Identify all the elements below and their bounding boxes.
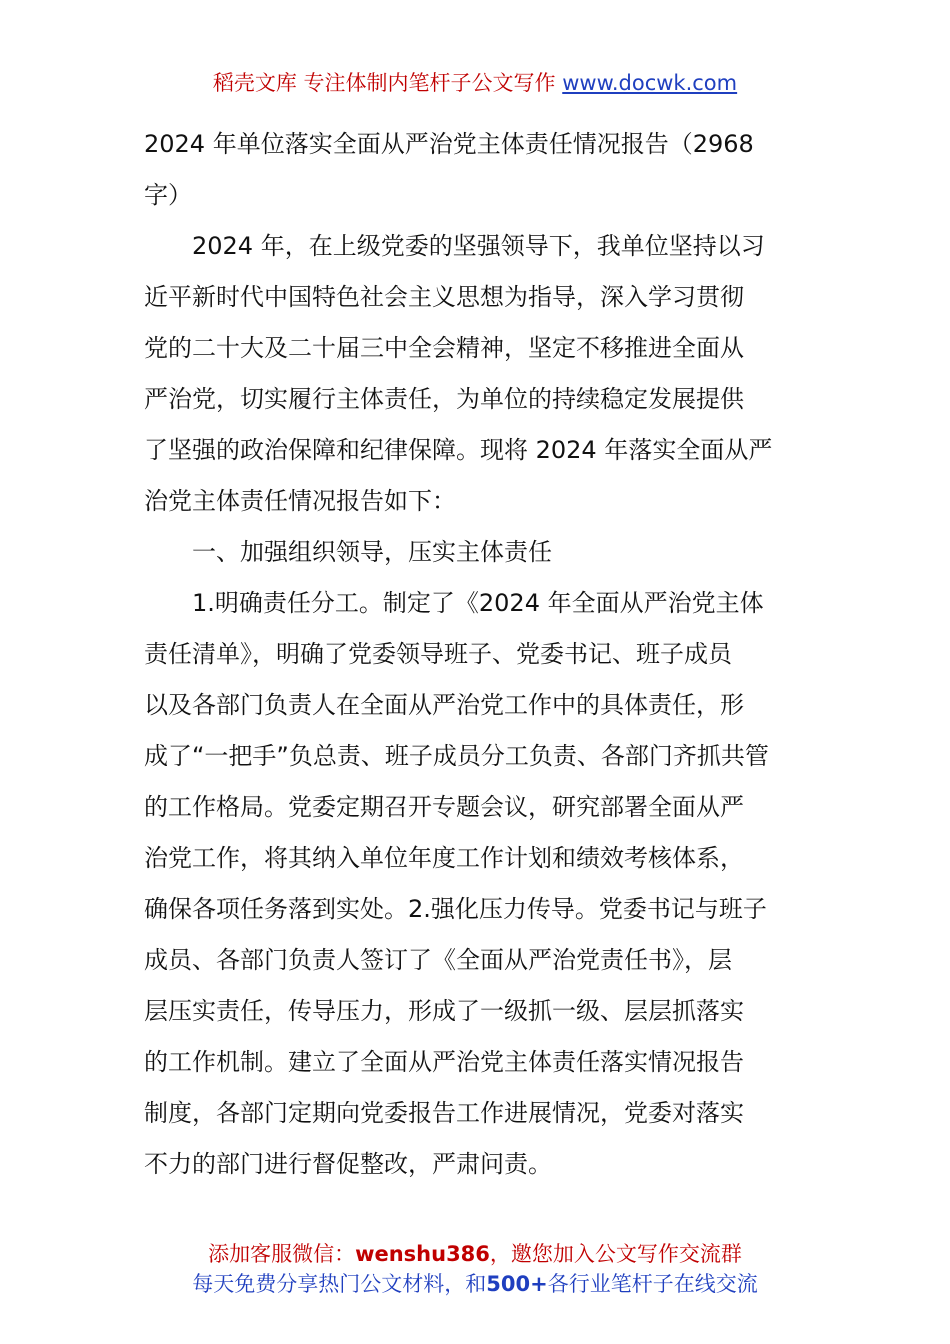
paragraph-line: 治党工作，将其纳入单位年度工作计划和绩效考核体系， bbox=[144, 844, 744, 872]
paragraph-line: 治党主体责任情况报告如下： bbox=[144, 487, 456, 515]
footer-contact-prefix: 添加客服微信： bbox=[208, 1242, 356, 1266]
paragraph-line: 以及各部门负责人在全面从严治党工作中的具体责任，形 bbox=[144, 691, 744, 719]
paragraph-line: 责任清单》，明确了党委领导班子、党委书记、班子成员 bbox=[144, 640, 732, 668]
paragraph-line: 的工作机制。建立了全面从严治党主体责任落实情况报告 bbox=[144, 1048, 744, 1076]
footer-promo-suffix: 各行业笔杆子在线交流 bbox=[547, 1272, 758, 1296]
section-heading: 一、加强组织领导，压实主体责任 bbox=[144, 538, 552, 566]
paragraph-line: 1.明确责任分工。制定了《2024 年全面从严治党主体 bbox=[144, 589, 764, 617]
footer-promo-count: 500+ bbox=[486, 1272, 548, 1296]
paragraph-line: 不力的部门进行督促整改，严肃问责。 bbox=[144, 1150, 552, 1178]
footer-wechat-id: wenshu386 bbox=[355, 1242, 490, 1266]
footer-promo-line bbox=[0, 1269, 950, 1299]
page-header bbox=[0, 68, 950, 98]
paragraph-line: 层压实责任，传导压力，形成了一级抓一级、层层抓落实 bbox=[144, 997, 744, 1025]
paragraph-line: 近平新时代中国特色社会主义思想为指导，深入学习贯彻 bbox=[144, 283, 744, 311]
paragraph-line: 了坚强的政治保障和纪律保障。现将 2024 年落实全面从严 bbox=[144, 436, 773, 464]
page-footer bbox=[0, 1239, 950, 1299]
paragraph-line: 的工作格局。党委定期召开专题会议，研究部署全面从严 bbox=[144, 793, 744, 821]
footer-contact-line bbox=[0, 1239, 950, 1269]
header-brand: 稻壳文库 专注体制内笔杆子公文写作 bbox=[212, 71, 556, 95]
footer-promo-prefix: 每天免费分享热门公文材料，和 bbox=[192, 1272, 487, 1296]
paragraph-line: 成了“一把手”负总责、班子成员分工负责、各部门齐抓共管 bbox=[144, 742, 769, 770]
paragraph-line: 制度，各部门定期向党委报告工作进展情况，党委对落实 bbox=[144, 1099, 744, 1127]
paragraph-line: 严治党，切实履行主体责任，为单位的持续稳定发展提供 bbox=[144, 385, 744, 413]
paragraph-line: 2024 年，在上级党委的坚强领导下，我单位坚持以习 bbox=[144, 232, 765, 260]
header-url-link[interactable]: www.docwk.com bbox=[562, 71, 738, 95]
document-title-line: 字） bbox=[144, 181, 192, 209]
document-body bbox=[144, 119, 806, 1190]
paragraph-line: 党的二十大及二十届三中全会精神，坚定不移推进全面从 bbox=[144, 334, 744, 362]
document-title-line: 2024 年单位落实全面从严治党主体责任情况报告（2968 bbox=[144, 130, 754, 158]
footer-contact-suffix: ，邀您加入公文写作交流群 bbox=[489, 1242, 742, 1266]
paragraph-line: 成员、各部门负责人签订了《全面从严治党责任书》，层 bbox=[144, 946, 732, 974]
paragraph-line: 确保各项任务落到实处。2.强化压力传导。党委书记与班子 bbox=[144, 895, 767, 923]
